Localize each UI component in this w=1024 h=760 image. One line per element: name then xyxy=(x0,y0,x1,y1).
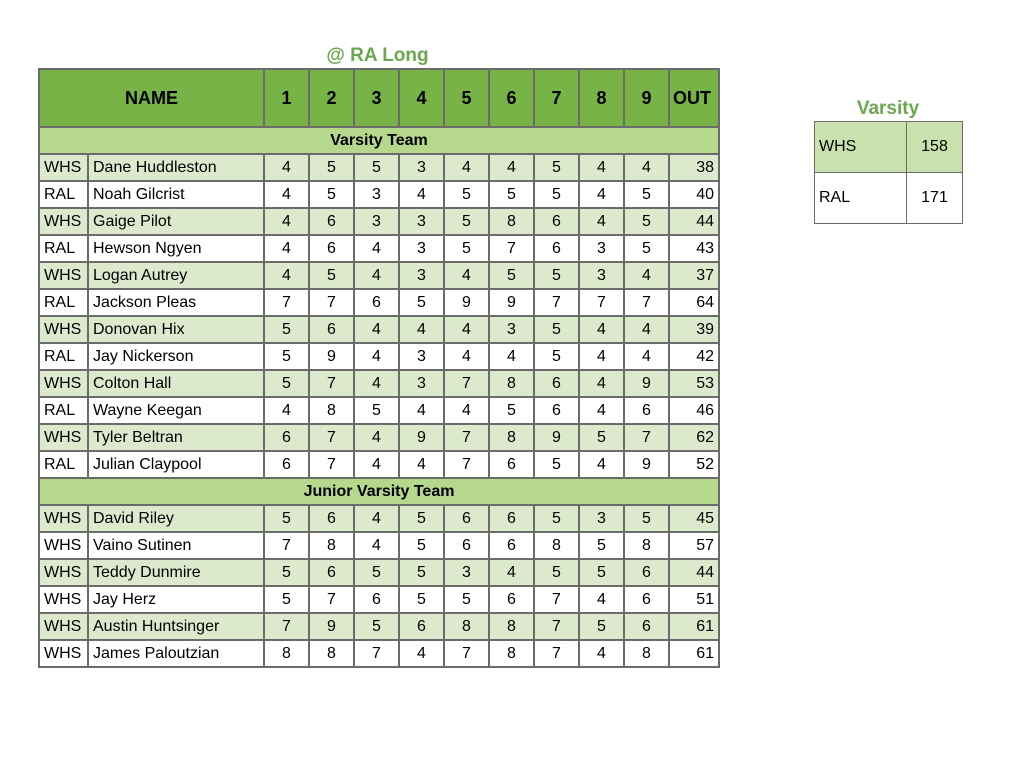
team-cell: WHS xyxy=(39,208,88,235)
team-cell: WHS xyxy=(39,613,88,640)
score-cell-hole-6: 8 xyxy=(489,424,534,451)
player-name-cell: Gaige Pilot xyxy=(88,208,264,235)
score-cell-hole-9: 4 xyxy=(624,154,669,181)
score-cell-hole-5: 4 xyxy=(444,316,489,343)
score-cell-hole-6: 5 xyxy=(489,397,534,424)
score-cell-hole-9: 4 xyxy=(624,262,669,289)
score-cell-hole-3: 4 xyxy=(354,316,399,343)
score-cell-hole-3: 7 xyxy=(354,640,399,667)
player-name-cell: Austin Huntsinger xyxy=(88,613,264,640)
score-cell-hole-9: 9 xyxy=(624,370,669,397)
score-cell-hole-7: 6 xyxy=(534,208,579,235)
player-name-cell: Teddy Dunmire xyxy=(88,559,264,586)
score-cell-hole-4: 3 xyxy=(399,235,444,262)
team-cell: RAL xyxy=(39,235,88,262)
out-total-cell: 45 xyxy=(669,505,719,532)
score-cell-hole-6: 8 xyxy=(489,370,534,397)
score-cell-hole-5: 4 xyxy=(444,397,489,424)
score-cell-hole-2: 8 xyxy=(309,640,354,667)
score-cell-hole-9: 7 xyxy=(624,424,669,451)
player-name-cell: Colton Hall xyxy=(88,370,264,397)
score-cell-hole-5: 5 xyxy=(444,235,489,262)
scorecard-table xyxy=(38,68,720,668)
score-cell-hole-7: 6 xyxy=(534,397,579,424)
score-cell-hole-1: 6 xyxy=(264,424,309,451)
score-cell-hole-9: 8 xyxy=(624,640,669,667)
score-cell-hole-7: 5 xyxy=(534,343,579,370)
player-name-cell: Donovan Hix xyxy=(88,316,264,343)
score-cell-hole-3: 4 xyxy=(354,451,399,478)
score-cell-hole-5: 7 xyxy=(444,370,489,397)
player-name-cell: Dane Huddleston xyxy=(88,154,264,181)
score-cell-hole-8: 5 xyxy=(579,424,624,451)
section-header-row xyxy=(39,478,719,505)
score-cell-hole-1: 4 xyxy=(264,235,309,262)
header-hole-9: 9 xyxy=(624,69,669,127)
score-cell-hole-5: 4 xyxy=(444,343,489,370)
score-cell-hole-3: 6 xyxy=(354,289,399,316)
score-cell-hole-6: 4 xyxy=(489,343,534,370)
player-name-cell: Noah Gilcrist xyxy=(88,181,264,208)
score-cell-hole-6: 4 xyxy=(489,154,534,181)
table-row xyxy=(39,532,719,559)
score-cell-hole-2: 7 xyxy=(309,586,354,613)
score-cell-hole-1: 5 xyxy=(264,559,309,586)
score-cell-hole-7: 7 xyxy=(534,289,579,316)
player-name-cell: Jackson Pleas xyxy=(88,289,264,316)
team-cell: RAL xyxy=(39,451,88,478)
score-cell-hole-5: 5 xyxy=(444,208,489,235)
score-cell-hole-6: 8 xyxy=(489,613,534,640)
score-cell-hole-2: 7 xyxy=(309,370,354,397)
score-cell-hole-5: 5 xyxy=(444,586,489,613)
header-hole-4: 4 xyxy=(399,69,444,127)
table-row xyxy=(39,154,719,181)
team-cell: WHS xyxy=(39,586,88,613)
out-total-cell: 51 xyxy=(669,586,719,613)
score-cell-hole-5: 7 xyxy=(444,640,489,667)
score-cell-hole-3: 3 xyxy=(354,208,399,235)
score-cell-hole-6: 3 xyxy=(489,316,534,343)
score-cell-hole-1: 5 xyxy=(264,316,309,343)
player-name-cell: Tyler Beltran xyxy=(88,424,264,451)
score-cell-hole-8: 4 xyxy=(579,640,624,667)
score-cell-hole-8: 3 xyxy=(579,505,624,532)
score-cell-hole-4: 9 xyxy=(399,424,444,451)
score-cell-hole-3: 4 xyxy=(354,343,399,370)
team-cell: WHS xyxy=(39,505,88,532)
summary-total-cell: 158 xyxy=(907,122,963,173)
score-cell-hole-9: 6 xyxy=(624,586,669,613)
score-cell-hole-4: 5 xyxy=(399,532,444,559)
score-cell-hole-6: 4 xyxy=(489,559,534,586)
summary-title: Varsity xyxy=(856,98,920,119)
score-cell-hole-2: 9 xyxy=(309,613,354,640)
score-cell-hole-7: 9 xyxy=(534,424,579,451)
player-name-cell: Julian Claypool xyxy=(88,451,264,478)
score-cell-hole-2: 9 xyxy=(309,343,354,370)
score-cell-hole-7: 5 xyxy=(534,154,579,181)
score-cell-hole-3: 6 xyxy=(354,586,399,613)
table-row xyxy=(39,559,719,586)
table-row xyxy=(39,586,719,613)
team-cell: WHS xyxy=(39,262,88,289)
team-cell: RAL xyxy=(39,289,88,316)
header-hole-2: 2 xyxy=(309,69,354,127)
player-name-cell: Wayne Keegan xyxy=(88,397,264,424)
score-cell-hole-3: 5 xyxy=(354,397,399,424)
score-cell-hole-2: 7 xyxy=(309,451,354,478)
score-cell-hole-3: 4 xyxy=(354,370,399,397)
table-row xyxy=(39,613,719,640)
team-cell: RAL xyxy=(39,397,88,424)
out-total-cell: 57 xyxy=(669,532,719,559)
score-cell-hole-4: 4 xyxy=(399,640,444,667)
score-cell-hole-2: 6 xyxy=(309,559,354,586)
score-cell-hole-9: 8 xyxy=(624,532,669,559)
summary-row xyxy=(815,122,963,173)
score-cell-hole-9: 7 xyxy=(624,289,669,316)
score-cell-hole-7: 5 xyxy=(534,559,579,586)
score-cell-hole-4: 4 xyxy=(399,451,444,478)
out-total-cell: 44 xyxy=(669,559,719,586)
out-total-cell: 61 xyxy=(669,613,719,640)
table-row xyxy=(39,424,719,451)
score-cell-hole-5: 8 xyxy=(444,613,489,640)
score-cell-hole-5: 7 xyxy=(444,451,489,478)
score-cell-hole-1: 5 xyxy=(264,586,309,613)
header-hole-8: 8 xyxy=(579,69,624,127)
score-cell-hole-2: 7 xyxy=(309,289,354,316)
team-cell: WHS xyxy=(39,532,88,559)
score-cell-hole-4: 3 xyxy=(399,262,444,289)
score-cell-hole-7: 5 xyxy=(534,505,579,532)
summary-row xyxy=(815,173,963,224)
team-cell: WHS xyxy=(39,559,88,586)
player-name-cell: Hewson Ngyen xyxy=(88,235,264,262)
table-row xyxy=(39,640,719,667)
score-cell-hole-6: 5 xyxy=(489,181,534,208)
table-row xyxy=(39,316,719,343)
score-cell-hole-4: 4 xyxy=(399,316,444,343)
summary-table xyxy=(814,121,963,224)
out-total-cell: 64 xyxy=(669,289,719,316)
table-row xyxy=(39,451,719,478)
table-row xyxy=(39,289,719,316)
table-row xyxy=(39,262,719,289)
score-cell-hole-6: 6 xyxy=(489,532,534,559)
score-cell-hole-3: 3 xyxy=(354,181,399,208)
score-cell-hole-2: 8 xyxy=(309,397,354,424)
out-total-cell: 42 xyxy=(669,343,719,370)
match-title: @ RA Long xyxy=(326,45,429,66)
out-total-cell: 46 xyxy=(669,397,719,424)
score-cell-hole-1: 6 xyxy=(264,451,309,478)
score-cell-hole-6: 8 xyxy=(489,640,534,667)
player-name-cell: David Riley xyxy=(88,505,264,532)
team-cell: WHS xyxy=(39,424,88,451)
score-cell-hole-8: 3 xyxy=(579,262,624,289)
score-cell-hole-6: 6 xyxy=(489,586,534,613)
score-cell-hole-8: 3 xyxy=(579,235,624,262)
score-cell-hole-8: 4 xyxy=(579,208,624,235)
score-cell-hole-6: 7 xyxy=(489,235,534,262)
score-cell-hole-3: 4 xyxy=(354,505,399,532)
score-cell-hole-4: 3 xyxy=(399,370,444,397)
out-total-cell: 43 xyxy=(669,235,719,262)
score-cell-hole-6: 8 xyxy=(489,208,534,235)
score-cell-hole-9: 6 xyxy=(624,613,669,640)
score-cell-hole-6: 5 xyxy=(489,262,534,289)
score-cell-hole-9: 5 xyxy=(624,181,669,208)
score-cell-hole-6: 6 xyxy=(489,505,534,532)
score-cell-hole-7: 7 xyxy=(534,586,579,613)
player-name-cell: Logan Autrey xyxy=(88,262,264,289)
score-cell-hole-4: 6 xyxy=(399,613,444,640)
out-total-cell: 38 xyxy=(669,154,719,181)
score-cell-hole-1: 4 xyxy=(264,262,309,289)
score-cell-hole-7: 5 xyxy=(534,262,579,289)
score-cell-hole-7: 5 xyxy=(534,316,579,343)
header-hole-6: 6 xyxy=(489,69,534,127)
score-cell-hole-4: 5 xyxy=(399,289,444,316)
player-name-cell: Vaino Sutinen xyxy=(88,532,264,559)
score-cell-hole-8: 5 xyxy=(579,559,624,586)
score-cell-hole-1: 4 xyxy=(264,181,309,208)
out-total-cell: 44 xyxy=(669,208,719,235)
header-hole-1: 1 xyxy=(264,69,309,127)
score-cell-hole-5: 4 xyxy=(444,154,489,181)
out-total-cell: 62 xyxy=(669,424,719,451)
table-row xyxy=(39,181,719,208)
header-hole-7: 7 xyxy=(534,69,579,127)
score-cell-hole-5: 5 xyxy=(444,181,489,208)
score-cell-hole-2: 5 xyxy=(309,262,354,289)
score-cell-hole-2: 6 xyxy=(309,235,354,262)
score-cell-hole-1: 5 xyxy=(264,505,309,532)
score-cell-hole-3: 5 xyxy=(354,559,399,586)
score-cell-hole-5: 9 xyxy=(444,289,489,316)
score-cell-hole-4: 3 xyxy=(399,208,444,235)
score-cell-hole-3: 4 xyxy=(354,235,399,262)
score-cell-hole-4: 4 xyxy=(399,397,444,424)
score-cell-hole-1: 7 xyxy=(264,613,309,640)
score-cell-hole-7: 5 xyxy=(534,451,579,478)
team-cell: RAL xyxy=(39,343,88,370)
out-total-cell: 53 xyxy=(669,370,719,397)
table-row xyxy=(39,397,719,424)
score-cell-hole-8: 5 xyxy=(579,532,624,559)
score-cell-hole-9: 5 xyxy=(624,235,669,262)
header-hole-5: 5 xyxy=(444,69,489,127)
score-cell-hole-2: 8 xyxy=(309,532,354,559)
score-cell-hole-8: 4 xyxy=(579,316,624,343)
score-cell-hole-8: 4 xyxy=(579,181,624,208)
score-cell-hole-7: 8 xyxy=(534,532,579,559)
header-hole-3: 3 xyxy=(354,69,399,127)
out-total-cell: 61 xyxy=(669,640,719,667)
score-cell-hole-5: 6 xyxy=(444,532,489,559)
score-cell-hole-1: 4 xyxy=(264,208,309,235)
score-cell-hole-7: 7 xyxy=(534,613,579,640)
score-cell-hole-8: 5 xyxy=(579,613,624,640)
table-row xyxy=(39,235,719,262)
score-cell-hole-8: 4 xyxy=(579,370,624,397)
score-cell-hole-4: 5 xyxy=(399,559,444,586)
score-cell-hole-1: 7 xyxy=(264,532,309,559)
score-cell-hole-3: 4 xyxy=(354,532,399,559)
score-cell-hole-9: 6 xyxy=(624,559,669,586)
score-cell-hole-8: 7 xyxy=(579,289,624,316)
table-row xyxy=(39,370,719,397)
score-cell-hole-8: 4 xyxy=(579,586,624,613)
header-out: OUT xyxy=(669,69,719,127)
score-cell-hole-5: 4 xyxy=(444,262,489,289)
score-cell-hole-2: 6 xyxy=(309,208,354,235)
score-cell-hole-2: 5 xyxy=(309,181,354,208)
score-cell-hole-8: 4 xyxy=(579,397,624,424)
score-cell-hole-5: 6 xyxy=(444,505,489,532)
score-cell-hole-9: 6 xyxy=(624,397,669,424)
header-row xyxy=(39,69,719,127)
score-cell-hole-9: 9 xyxy=(624,451,669,478)
team-cell: WHS xyxy=(39,316,88,343)
score-cell-hole-9: 5 xyxy=(624,505,669,532)
score-cell-hole-5: 7 xyxy=(444,424,489,451)
team-cell: WHS xyxy=(39,154,88,181)
out-total-cell: 40 xyxy=(669,181,719,208)
score-cell-hole-2: 7 xyxy=(309,424,354,451)
scorecard-body xyxy=(39,127,719,667)
score-cell-hole-2: 6 xyxy=(309,505,354,532)
score-cell-hole-2: 5 xyxy=(309,154,354,181)
table-row xyxy=(39,208,719,235)
score-cell-hole-7: 5 xyxy=(534,181,579,208)
score-cell-hole-2: 6 xyxy=(309,316,354,343)
score-cell-hole-3: 4 xyxy=(354,262,399,289)
score-cell-hole-9: 4 xyxy=(624,343,669,370)
score-cell-hole-1: 8 xyxy=(264,640,309,667)
score-cell-hole-8: 4 xyxy=(579,154,624,181)
out-total-cell: 39 xyxy=(669,316,719,343)
score-cell-hole-4: 3 xyxy=(399,343,444,370)
header-name: NAME xyxy=(39,69,264,127)
score-cell-hole-6: 9 xyxy=(489,289,534,316)
summary-team-cell: WHS xyxy=(815,122,907,173)
score-cell-hole-1: 4 xyxy=(264,397,309,424)
score-cell-hole-6: 6 xyxy=(489,451,534,478)
section-label: Varsity Team xyxy=(39,127,719,154)
score-cell-hole-1: 4 xyxy=(264,154,309,181)
score-cell-hole-4: 4 xyxy=(399,181,444,208)
score-cell-hole-1: 7 xyxy=(264,289,309,316)
score-cell-hole-4: 3 xyxy=(399,154,444,181)
score-cell-hole-3: 4 xyxy=(354,424,399,451)
score-cell-hole-1: 5 xyxy=(264,343,309,370)
out-total-cell: 52 xyxy=(669,451,719,478)
section-header-row xyxy=(39,127,719,154)
table-row xyxy=(39,343,719,370)
score-cell-hole-9: 5 xyxy=(624,208,669,235)
player-name-cell: James Paloutzian xyxy=(88,640,264,667)
summary-total-cell: 171 xyxy=(907,173,963,224)
team-cell: WHS xyxy=(39,640,88,667)
section-label: Junior Varsity Team xyxy=(39,478,719,505)
score-cell-hole-4: 5 xyxy=(399,505,444,532)
team-cell: WHS xyxy=(39,370,88,397)
score-cell-hole-8: 4 xyxy=(579,451,624,478)
table-row xyxy=(39,505,719,532)
out-total-cell: 37 xyxy=(669,262,719,289)
score-cell-hole-4: 5 xyxy=(399,586,444,613)
score-cell-hole-5: 3 xyxy=(444,559,489,586)
score-cell-hole-1: 5 xyxy=(264,370,309,397)
summary-team-cell: RAL xyxy=(815,173,907,224)
team-cell: RAL xyxy=(39,181,88,208)
score-cell-hole-7: 7 xyxy=(534,640,579,667)
player-name-cell: Jay Nickerson xyxy=(88,343,264,370)
score-cell-hole-7: 6 xyxy=(534,235,579,262)
score-cell-hole-8: 4 xyxy=(579,343,624,370)
score-cell-hole-7: 6 xyxy=(534,370,579,397)
score-cell-hole-3: 5 xyxy=(354,154,399,181)
score-cell-hole-9: 4 xyxy=(624,316,669,343)
score-cell-hole-3: 5 xyxy=(354,613,399,640)
player-name-cell: Jay Herz xyxy=(88,586,264,613)
